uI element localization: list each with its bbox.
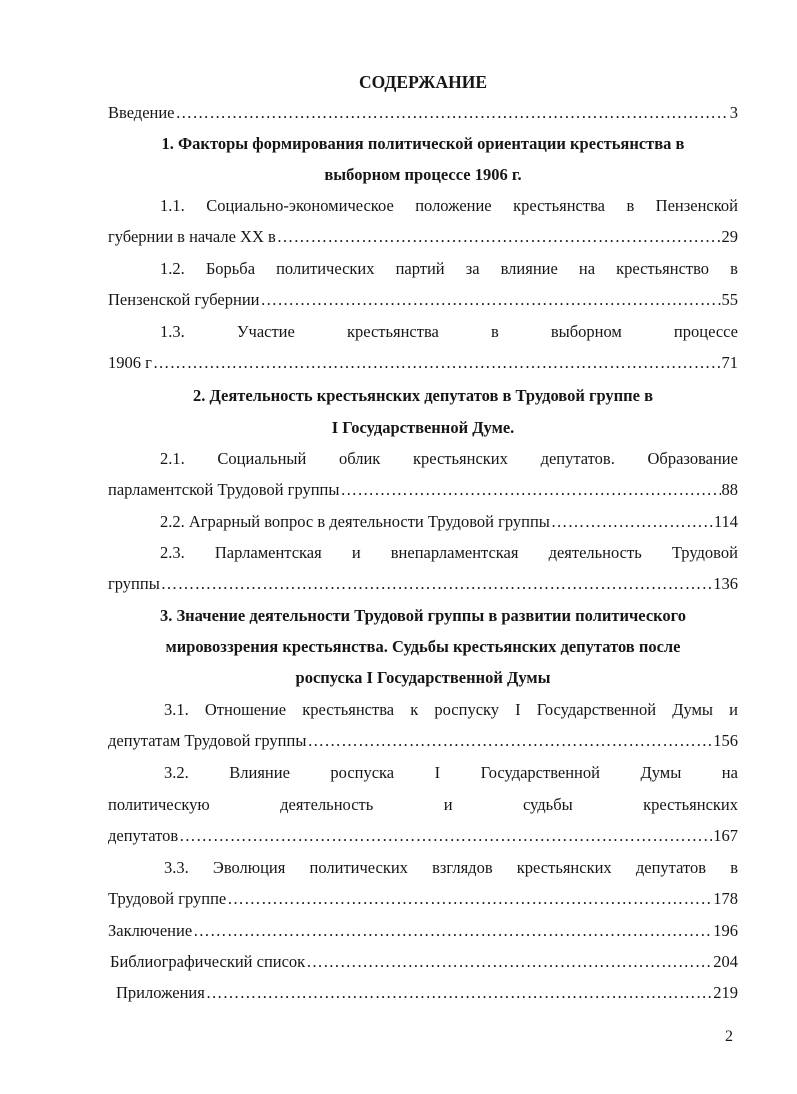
toc-label: группы [108, 574, 160, 593]
word: выборном [550, 322, 622, 341]
word: 2.1. [160, 449, 185, 468]
word: Социально-экономическое [206, 196, 394, 215]
word: роспуску [434, 700, 500, 719]
word: судьбы [522, 795, 573, 814]
word: деятельность [280, 795, 374, 814]
toc-label: Библиографический список [110, 952, 306, 971]
word: и [351, 543, 361, 562]
word: облик [338, 449, 381, 468]
toc-entry-1-2[interactable] [108, 290, 738, 310]
toc-page: 196 [713, 921, 738, 940]
word: 1.1. [160, 196, 185, 215]
word: деятельность [548, 543, 642, 562]
word: крестьянства [346, 322, 439, 341]
toc-entry-3-3[interactable] [108, 889, 738, 909]
toc-page: 114 [713, 512, 738, 531]
word: влияние [500, 259, 558, 278]
page-number: 2 [725, 1028, 733, 1045]
toc-entry-1-2-line-1 [160, 259, 738, 279]
word: Эволюция [212, 858, 286, 877]
toc-entry-2-2[interactable] [160, 512, 738, 532]
toc-label: Приложения [116, 983, 205, 1002]
word: I [515, 700, 521, 719]
word: Участие [236, 322, 295, 341]
word: Государственной [536, 700, 657, 719]
word: крестьянских [516, 858, 612, 877]
leader-dots [206, 983, 712, 1003]
word: Борьба [205, 259, 256, 278]
word: к [410, 700, 419, 719]
word: Образование [647, 449, 738, 468]
word: крестьянство [616, 259, 710, 278]
toc-page: 219 [713, 983, 738, 1002]
word: в [626, 196, 635, 215]
word: Государственной [480, 763, 600, 782]
word: и [729, 700, 738, 719]
word: политических [276, 259, 375, 278]
word: депутатов. [540, 449, 615, 468]
leader-dots [261, 290, 721, 310]
leader-dots [153, 353, 721, 373]
leader-dots [193, 921, 712, 941]
word: Влияние [229, 763, 290, 782]
chapter-2-heading-line-2: I Государственной Думе. [331, 418, 515, 437]
toc-entry-3-2-line-1 [164, 763, 738, 783]
toc-entry-3-2-line-2 [108, 795, 738, 815]
toc-entry-1-1[interactable] [108, 227, 738, 247]
toc-entry-bibliography[interactable] [110, 952, 738, 972]
chapter-1-heading-line-1: 1. Факторы формирования политической ориентации крестьянства в [161, 134, 685, 153]
word: в [490, 322, 499, 341]
chapter-3-heading-line-1: 3. Значение деятельности Трудовой группы в развитии политического [159, 606, 687, 625]
toc-page: 136 [713, 574, 738, 593]
word: внепарламентская [390, 543, 519, 562]
toc-page: 71 [721, 353, 738, 372]
leader-dots [176, 103, 729, 123]
toc-label: 2.2. Аграрный вопрос в деятельности Трудовой группы [160, 512, 550, 531]
word: Социальный [217, 449, 307, 468]
word: 2.3. [160, 543, 185, 562]
toc-page: 156 [713, 731, 738, 750]
chapter-2-heading-line-1: 2. Деятельность крестьянских депутатов в Трудовой группе в [192, 386, 654, 405]
toc-entry-3-2[interactable] [108, 826, 738, 846]
word: крестьянства [302, 700, 395, 719]
toc-label: губернии в начале XX в [108, 227, 276, 246]
word: Думы [672, 700, 714, 719]
toc-label: парламентской Трудовой группы [108, 480, 340, 499]
word: 3.1. [164, 700, 189, 719]
toc-label: депутатам Трудовой группы [108, 731, 307, 750]
word: Парламентская [214, 543, 322, 562]
toc-entry-2-3[interactable] [108, 574, 738, 594]
word: крестьянских [412, 449, 508, 468]
word: крестьянских [643, 795, 738, 814]
toc-entry-1-1-line-1 [160, 196, 738, 216]
word: 3.3. [164, 858, 189, 877]
word: на [721, 763, 738, 782]
word: крестьянства [513, 196, 605, 215]
word: роспуска [330, 763, 395, 782]
chapter-3-heading-line-3: роспуска I Государственной Думы [295, 668, 551, 687]
toc-entry-2-1[interactable] [108, 480, 738, 500]
leader-dots [227, 889, 712, 909]
word: Пензенской [655, 196, 738, 215]
word: Трудовой [671, 543, 738, 562]
word: положение [415, 196, 492, 215]
word: и [443, 795, 453, 814]
toc-label: Пензенской губернии [108, 290, 260, 309]
toc-entry-3-1-line-1 [164, 700, 738, 720]
word: партий [395, 259, 445, 278]
leader-dots [277, 227, 721, 247]
toc-page: 88 [721, 480, 738, 499]
toc-entry-3-1[interactable] [108, 731, 738, 751]
toc-page: 178 [713, 889, 738, 908]
toc-page: 3 [729, 103, 738, 122]
toc-entry-3-3-line-1 [164, 858, 738, 878]
toc-page: 204 [713, 952, 738, 971]
toc-label: Трудовой группе [108, 889, 227, 908]
word: за [465, 259, 480, 278]
leader-dots [179, 826, 712, 846]
word: 3.2. [164, 763, 189, 782]
toc-label: депутатов [108, 826, 179, 845]
toc-entry-1-3[interactable] [108, 353, 738, 373]
toc-page: 55 [721, 290, 738, 309]
leader-dots [306, 952, 712, 972]
word: в [730, 259, 738, 278]
word: 1.3. [160, 322, 185, 341]
toc-label: 1906 г [108, 353, 152, 372]
toc-page: 29 [721, 227, 738, 246]
word: на [578, 259, 596, 278]
word: Думы [640, 763, 682, 782]
toc-entry-appendix[interactable] [116, 983, 738, 1003]
document-title: СОДЕРЖАНИЕ [358, 72, 487, 92]
word: процессе [673, 322, 738, 341]
word: I [434, 763, 441, 782]
toc-entry-2-3-line-1 [160, 543, 738, 563]
toc-entry-intro[interactable] [108, 103, 738, 123]
toc-label: Введение [108, 103, 175, 122]
word: депутатов [635, 858, 707, 877]
leader-dots [161, 574, 712, 594]
word: 1.2. [160, 259, 185, 278]
leader-dots [340, 480, 720, 500]
toc-page: 167 [713, 826, 738, 845]
toc-entry-2-1-line-1 [160, 449, 738, 469]
toc-entry-conclusion[interactable] [108, 921, 738, 941]
word: политических [309, 858, 408, 877]
word: политическую [108, 795, 210, 814]
leader-dots [307, 731, 712, 751]
chapter-1-heading-line-2: выборном процессе 1906 г. [324, 165, 522, 184]
toc-label: Заключение [108, 921, 193, 940]
word: в [730, 858, 738, 877]
toc-entry-1-3-line-1 [160, 322, 738, 342]
word: Отношение [204, 700, 287, 719]
leader-dots [551, 512, 713, 532]
word: взглядов [432, 858, 493, 877]
chapter-3-heading-line-2: мировоззрения крестьянства. Судьбы крестьянских депутатов после [165, 637, 681, 656]
